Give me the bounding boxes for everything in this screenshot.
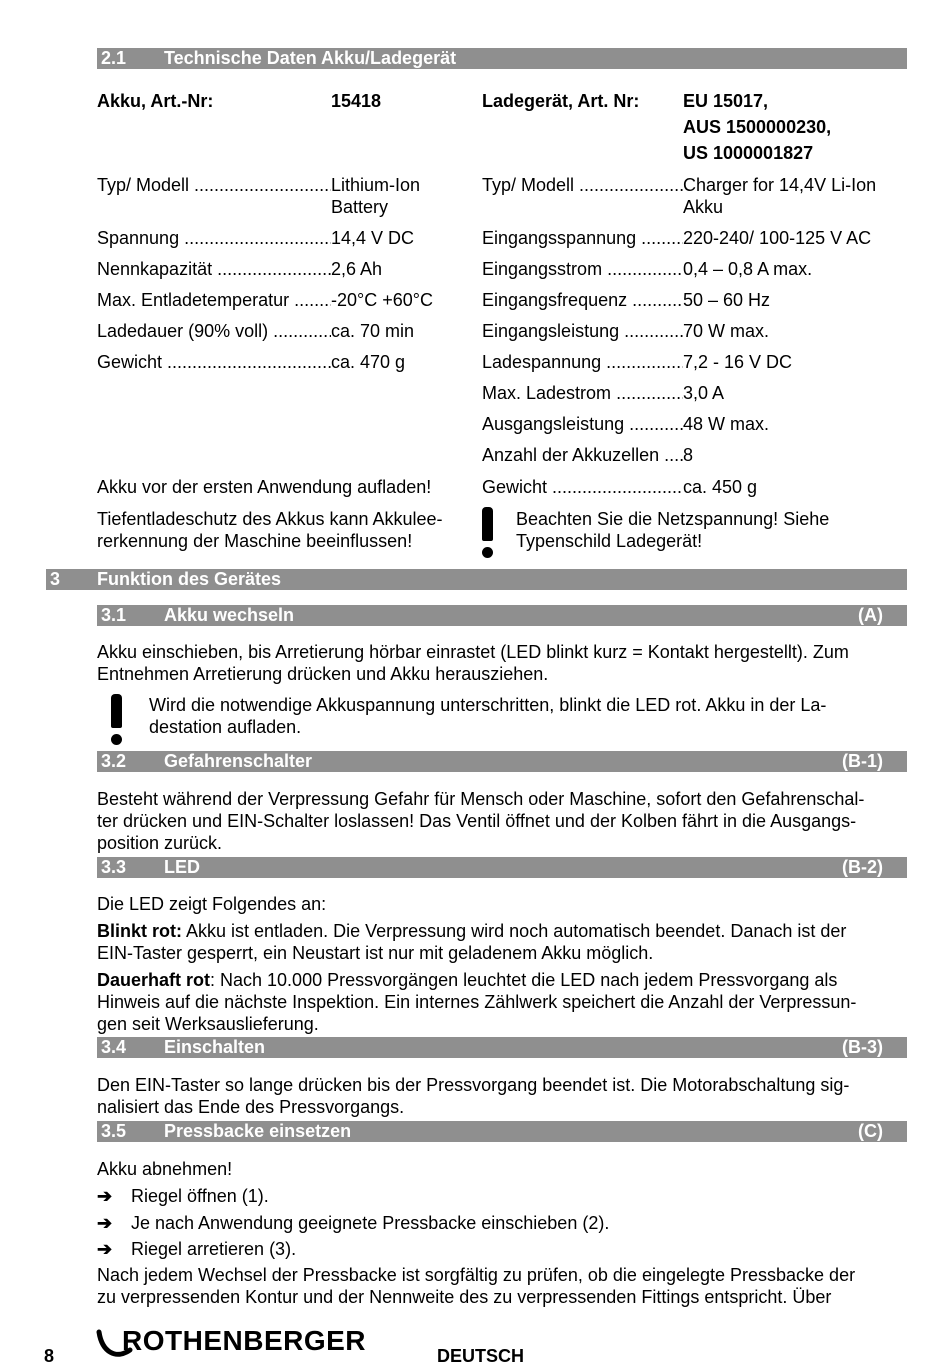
paragraph-line: Besteht während der Verpressung Gefahr für Mensch oder Maschine, sofort den Gefahrenschal- [97,789,865,809]
paragraph-line: EIN-Taster gesperrt, ein Neustart ist nur mit geladenem Akku möglich. [97,943,654,963]
step-item: Riegel arretieren (3). [131,1239,297,1259]
charger-row-value: 0,4 – 0,8 A max. [683,259,813,279]
paragraph-line: ter drücken und EIN-Schalter loslassen! Das Ventil öffnet und der Kolben fährt in die Ausgangs- [97,811,857,831]
akku-heading-label: Akku, Art.-Nr: [97,91,214,111]
paragraph-line: nalisiert das Ende des Pressvorgangs. [97,1097,405,1117]
charger-warning-line: Beachten Sie die Netzspannung! Siehe [516,509,830,529]
akku-note-line: Tiefentladeschutz des Akkus kann Akkulee- [97,509,443,529]
charger-row-value: 48 W max. [683,414,770,434]
charger-row-value: 7,2 - 16 V DC [683,352,793,372]
charger-row-value: 8 [683,445,694,465]
section-3-5-header [97,1121,907,1142]
section-number: 3.1 [101,605,127,625]
rothenberger-logo [96,1325,367,1362]
paragraph-line: Akku abnehmen! [97,1159,233,1179]
section-number: 3.3 [101,857,127,877]
akku-row-value: ca. 470 g [331,352,406,372]
figure-reference: (B-3) [842,1037,883,1057]
arrow-right-icon: ➔ [97,1239,113,1259]
language-label: DEUTSCH [437,1346,525,1366]
charger-row-value: 220-240/ 100-125 V AC [683,228,872,248]
paragraph-line: position zurück. [97,833,223,853]
charger-row-label: Eingangsleistung ..... [482,320,683,342]
charger-row-label: Ladespannung ..... [482,351,683,373]
charger-row-value: 3,0 A [683,383,725,403]
charger-row-label: Ausgangsleistung ..... [482,413,683,435]
akku-row-value: -20°C +60°C [331,290,433,310]
paragraph-line: zu verpressenden Kontur und der Nennweite des zu verpressenden Fittings entspricht. Über [97,1287,832,1307]
akku-row-label: Max. Entladetemperatur ..... [97,289,331,311]
akku-row-label: Typ/ Modell ..... [97,174,331,196]
figure-reference: (B-1) [842,751,883,771]
charger-heading-label: Ladegerät, Art. Nr: [482,91,640,111]
charger-heading-value: AUS 1500000230, [683,117,832,137]
charger-row-value: ca. 450 g [683,477,758,497]
akku-row-value: 2,6 Ah [331,259,383,279]
section-3-header [46,569,907,590]
step-item: Je nach Anwendung geeignete Pressbacke einschieben (2). [131,1213,610,1233]
paragraph-line: Hinweis auf die nächste Inspektion. Ein internes Zählwerk speichert die Anzahl der Verpressun- [97,992,857,1012]
akku-note: Akku vor der ersten Anwendung aufladen! [97,477,432,497]
section-3-2-header [97,751,907,772]
section-2-1-header [97,48,907,69]
charger-heading-value: EU 15017, [683,91,769,111]
charger-heading-value: US 1000001827 [683,143,814,163]
section-number: 3 [50,569,61,589]
bold-term: Blinkt rot: [97,921,182,941]
arrow-right-icon: ➔ [97,1213,113,1233]
section-title: Einschalten [164,1037,266,1057]
charger-row-label: Gewicht ..... [482,476,683,498]
charger-row-value: 70 W max. [683,321,770,341]
charger-row-label: Anzahl der Akkuzellen ..... [482,444,683,466]
charger-row-label: Max. Ladestrom ..... [482,382,683,404]
paragraph-line: Nach jedem Wechsel der Pressbacke ist sorgfältig zu prüfen, ob die eingelegte Pressbacke der [97,1265,856,1285]
charger-warning-line: Typenschild Ladegerät! [516,531,703,551]
step-item: Riegel öffnen (1). [131,1186,269,1206]
section-number: 2.1 [101,48,127,68]
akku-row-label: Nennkapazität ..... [97,258,331,280]
figure-reference: (C) [858,1121,883,1141]
page-number: 8 [44,1346,55,1366]
section-title: Funktion des Gerätes [97,569,282,589]
section-title: Technische Daten Akku/Ladegerät [164,48,457,68]
bold-term: Dauerhaft rot [97,970,211,990]
charger-row-label: Typ/ Modell ..... [482,174,683,196]
paragraph-line: Dauerhaft rot: Nach 10.000 Pressvorgängen leuchtet die LED nach jedem Pressvorgang als [97,970,838,990]
section-title: Akku wechseln [164,605,295,625]
section-title: Gefahrenschalter [164,751,313,771]
section-3-4-header [97,1037,907,1058]
warning-line: Wird die notwendige Akkuspannung unterschritten, blinkt die LED rot. Akku in der La- [149,695,827,715]
section-3-1-header [97,605,907,626]
brand-logotype: ROTHENBERGER [122,1325,367,1356]
paragraph-line: Entnehmen Arretierung drücken und Akku herausziehen. [97,664,549,684]
section-number: 3.2 [101,751,127,771]
akku-heading-value: 15418 [331,91,382,111]
section-3-3-header [97,857,907,878]
akku-note-line: rerkennung der Maschine beeinflussen! [97,531,413,551]
charger-row-value: 50 – 60 Hz [683,290,771,310]
paragraph-line: Die LED zeigt Folgendes an: [97,894,327,914]
akku-row-label: Gewicht ..... [97,351,331,373]
akku-row-value: Lithium-Ion [331,175,421,195]
section-number: 3.5 [101,1121,127,1141]
paragraph-line: gen seit Werksauslieferung. [97,1014,319,1034]
akku-row-value: 14,4 V DC [331,228,415,248]
paragraph-line: Den EIN-Taster so lange drücken bis der Pressvorgang beendet ist. Die Motorabschaltung sig- [97,1075,850,1095]
akku-row-value-cont: Battery [331,197,389,217]
akku-row-value: ca. 70 min [331,321,415,341]
akku-row-label: Spannung ..... [97,227,331,249]
akku-row-label: Ladedauer (90% voll) ..... [97,320,331,342]
charger-row-label: Eingangsfrequenz ..... [482,289,683,311]
charger-row-label: Eingangsstrom ..... [482,258,683,280]
charger-row-label: Eingangsspannung ..... [482,227,683,249]
paragraph-line: Akku einschieben, bis Arretierung hörbar einrastet (LED blinkt kurz = Kontakt hergestellt). Zum [97,642,849,662]
charger-row-value-cont: Akku [683,197,724,217]
charger-row-value: Charger for 14,4V Li-Ion [683,175,877,195]
section-title: LED [164,857,200,877]
section-number: 3.4 [101,1037,127,1057]
figure-reference: (B-2) [842,857,883,877]
paragraph-line: Blinkt rot: Akku ist entladen. Die Verpressung wird noch automatisch beendet. Danach ist der [97,921,847,941]
figure-reference: (A) [858,605,883,625]
section-title: Pressbacke einsetzen [164,1121,352,1141]
warning-line: destation aufladen. [149,717,302,737]
arrow-right-icon: ➔ [97,1186,113,1206]
